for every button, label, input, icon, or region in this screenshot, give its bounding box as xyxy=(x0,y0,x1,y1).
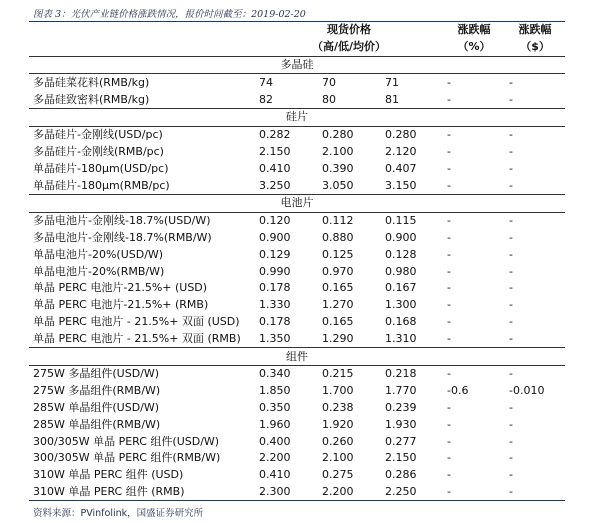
low-price-cell: 0.880 xyxy=(322,230,354,244)
table-row xyxy=(29,467,565,484)
high-price-cell: 0.990 xyxy=(259,264,291,278)
avg-price-cell: 71 xyxy=(385,75,399,89)
section-title: 组件 xyxy=(29,348,565,366)
change-abs-cell: - xyxy=(509,331,514,345)
high-price-cell: 0.120 xyxy=(259,214,291,228)
avg-price-cell: 0.115 xyxy=(385,214,417,228)
high-price-cell: 1.850 xyxy=(259,384,291,398)
product-name-cell: 310W 单晶 PERC 组件 (USD) xyxy=(33,468,184,482)
avg-price-cell: 3.150 xyxy=(385,178,417,192)
low-price-cell: 0.125 xyxy=(322,247,354,261)
product-name-cell: 单晶电池片-20%(USD/W) xyxy=(33,247,164,261)
table-row xyxy=(29,263,565,280)
table-row xyxy=(29,433,565,450)
product-name-cell: 300/305W 单晶 PERC 组件(RMB/W) xyxy=(33,451,221,465)
change-abs-cell: - xyxy=(509,451,514,465)
change-abs-cell: - xyxy=(509,144,514,158)
table-row xyxy=(29,91,565,108)
change-pct-cell: - xyxy=(447,75,452,89)
low-price-cell: 0.215 xyxy=(322,367,354,381)
product-name-cell: 单晶硅片-180μm(RMB/pc) xyxy=(33,178,170,192)
avg-price-cell: 2.250 xyxy=(381,484,443,501)
table-row xyxy=(29,246,565,263)
low-price-cell: 70 xyxy=(322,75,336,89)
change-abs-cell: - xyxy=(509,247,514,261)
avg-price-cell: 0.900 xyxy=(385,230,417,244)
low-price-cell: 80 xyxy=(322,92,336,106)
header-price-group: 现货价格 xyxy=(255,22,443,39)
section-row xyxy=(29,56,565,74)
avg-price-cell: 2.120 xyxy=(385,144,417,158)
high-price-cell: 2.200 xyxy=(259,451,291,465)
high-price-cell: 0.129 xyxy=(259,247,291,261)
product-name-cell: 单晶电池片-20%(RMB/W) xyxy=(33,264,165,278)
change-abs-cell: - xyxy=(509,281,514,295)
high-price-cell: 0.282 xyxy=(259,128,291,142)
change-abs-cell: - xyxy=(509,128,514,142)
avg-price-cell: 0.167 xyxy=(385,281,417,295)
high-price-cell: 0.900 xyxy=(259,230,291,244)
table-row xyxy=(29,330,565,347)
high-price-cell: 0.410 xyxy=(259,161,291,175)
table-row xyxy=(29,484,565,501)
product-name-cell: 多晶硅致密料(RMB/kg) xyxy=(33,92,150,106)
product-name-cell: 多晶硅片-金刚线(USD/pc) xyxy=(33,128,163,142)
avg-price-cell: 0.407 xyxy=(385,161,417,175)
high-price-cell: 0.410 xyxy=(259,468,291,482)
high-price-cell: 82 xyxy=(259,92,273,106)
table-row xyxy=(29,144,565,161)
avg-price-cell: 1.770 xyxy=(385,384,417,398)
table-row xyxy=(29,126,565,143)
change-pct-cell: - xyxy=(447,367,452,381)
section-row xyxy=(29,348,565,366)
table-row xyxy=(29,230,565,247)
change-pct-cell: - xyxy=(447,468,452,482)
change-abs-cell: - xyxy=(509,298,514,312)
change-abs-cell: - xyxy=(509,214,514,228)
product-name-cell: 多晶电池片-金刚线-18.7%(USD/W) xyxy=(33,214,211,228)
change-pct-cell: - xyxy=(443,484,505,501)
avg-price-cell: 0.277 xyxy=(385,434,417,448)
source-note: 资料来源：PVinfolink，国盛证券研究所 xyxy=(33,508,204,519)
high-price-cell: 0.350 xyxy=(259,400,291,414)
low-price-cell: 0.970 xyxy=(322,264,354,278)
header-subrow xyxy=(29,39,565,56)
header-abs-unit: （$） xyxy=(505,39,565,56)
avg-price-cell: 0.168 xyxy=(385,314,417,328)
product-name-cell: 单晶硅片-180μm(USD/pc) xyxy=(33,161,169,175)
low-price-cell: 2.100 xyxy=(322,451,354,465)
product-name-cell: 单晶 PERC 电池片-21.5%+ (USD) xyxy=(33,281,208,295)
high-price-cell: 1.330 xyxy=(259,298,291,312)
low-price-cell: 0.165 xyxy=(322,314,354,328)
change-abs-cell: - xyxy=(509,400,514,414)
header-row xyxy=(29,22,565,39)
low-price-cell: 2.100 xyxy=(322,144,354,158)
table-row xyxy=(29,160,565,177)
product-name-cell: 310W 单晶 PERC 组件 (RMB) xyxy=(29,484,255,501)
table-row xyxy=(29,280,565,297)
high-price-cell: 1.960 xyxy=(259,417,291,431)
change-pct-cell: - xyxy=(447,128,452,142)
change-abs-cell: - xyxy=(509,314,514,328)
avg-price-cell: 1.930 xyxy=(385,417,417,431)
product-name-cell: 285W 单晶组件(RMB/W) xyxy=(33,417,161,431)
table-row xyxy=(29,212,565,229)
change-pct-cell: - xyxy=(447,400,452,414)
low-price-cell: 1.920 xyxy=(322,417,354,431)
change-abs-cell: - xyxy=(509,417,514,431)
low-price-cell: 0.390 xyxy=(322,161,354,175)
high-price-cell: 0.178 xyxy=(259,281,291,295)
avg-price-cell: 0.128 xyxy=(385,247,417,261)
low-price-cell: 2.200 xyxy=(318,484,381,501)
table-row xyxy=(29,177,565,194)
change-abs-cell: - xyxy=(509,178,514,192)
low-price-cell: 1.700 xyxy=(322,384,354,398)
product-name-cell: 多晶硅菜花料(RMB/kg) xyxy=(33,75,150,89)
avg-price-cell: 2.150 xyxy=(385,451,417,465)
change-pct-cell: - xyxy=(447,451,452,465)
product-name-cell: 275W 多晶组件(RMB/W) xyxy=(33,384,161,398)
change-abs-cell: - xyxy=(509,468,514,482)
high-price-cell: 0.178 xyxy=(259,314,291,328)
table-row xyxy=(29,314,565,331)
low-price-cell: 1.290 xyxy=(322,331,354,345)
header-change-pct: 涨跌幅 xyxy=(443,22,505,39)
table-row xyxy=(29,416,565,433)
header-change-abs: 涨跌幅 xyxy=(505,22,565,39)
high-price-cell: 0.340 xyxy=(259,367,291,381)
section-title: 硅片 xyxy=(29,108,565,126)
high-price-cell: 74 xyxy=(259,75,273,89)
section-title: 多晶硅 xyxy=(29,56,565,74)
table-row xyxy=(29,450,565,467)
table-row xyxy=(29,383,565,400)
section-row xyxy=(29,194,565,212)
avg-price-cell: 0.280 xyxy=(385,128,417,142)
change-pct-cell: - xyxy=(447,144,452,158)
change-abs-cell: - xyxy=(509,92,514,106)
header-blank xyxy=(29,22,255,39)
product-name-cell: 多晶电池片-金刚线-18.7%(RMB/W) xyxy=(33,230,212,244)
change-pct-cell: - xyxy=(447,417,452,431)
price-table xyxy=(29,21,565,501)
change-pct-cell: - xyxy=(447,230,452,244)
low-price-cell: 1.270 xyxy=(322,298,354,312)
price-table-body xyxy=(29,22,565,501)
low-price-cell: 0.112 xyxy=(322,214,354,228)
high-price-cell: 2.150 xyxy=(259,144,291,158)
avg-price-cell: 1.310 xyxy=(385,331,417,345)
change-pct-cell: - xyxy=(447,298,452,312)
high-price-cell: 2.300 xyxy=(255,484,318,501)
change-abs-cell: - xyxy=(505,484,565,501)
change-pct-cell: - xyxy=(447,434,452,448)
change-abs-cell: - xyxy=(509,230,514,244)
high-price-cell: 0.400 xyxy=(259,434,291,448)
table-row xyxy=(29,365,565,382)
change-abs-cell: - xyxy=(509,161,514,175)
header-blank-2 xyxy=(29,39,255,56)
section-row xyxy=(29,108,565,126)
table-row xyxy=(29,400,565,417)
change-pct-cell: -0.6 xyxy=(447,384,469,398)
change-pct-cell: - xyxy=(447,331,452,345)
low-price-cell: 0.165 xyxy=(322,281,354,295)
low-price-cell: 0.238 xyxy=(322,400,354,414)
table-caption: 图表 3：光伏产业链价格涨跌情况，报价时间截至：2019-02-20 xyxy=(33,9,306,20)
change-abs-cell: -0.010 xyxy=(509,384,545,398)
change-pct-cell: - xyxy=(447,264,452,278)
table-row xyxy=(29,74,565,91)
table-row xyxy=(29,297,565,314)
change-pct-cell: - xyxy=(447,214,452,228)
header-price-sub: （高/低/均价） xyxy=(255,39,443,56)
avg-price-cell: 81 xyxy=(385,92,399,106)
change-pct-cell: - xyxy=(447,314,452,328)
change-abs-cell: - xyxy=(509,75,514,89)
product-name-cell: 285W 单晶组件(USD/W) xyxy=(33,400,160,414)
product-name-cell: 多晶硅片-金刚线(RMB/pc) xyxy=(33,144,164,158)
change-pct-cell: - xyxy=(447,281,452,295)
avg-price-cell: 0.218 xyxy=(385,367,417,381)
change-pct-cell: - xyxy=(447,247,452,261)
low-price-cell: 0.275 xyxy=(322,468,354,482)
product-name-cell: 300/305W 单晶 PERC 组件(USD/W) xyxy=(33,434,220,448)
change-pct-cell: - xyxy=(447,178,452,192)
product-name-cell: 单晶 PERC 电池片 - 21.5%+ 双面 (RMB) xyxy=(33,331,241,345)
low-price-cell: 0.260 xyxy=(322,434,354,448)
low-price-cell: 3.050 xyxy=(322,178,354,192)
product-name-cell: 单晶 PERC 电池片-21.5%+ (RMB) xyxy=(33,298,209,312)
change-abs-cell: - xyxy=(509,367,514,381)
change-pct-cell: - xyxy=(447,161,452,175)
change-pct-cell: - xyxy=(447,92,452,106)
high-price-cell: 3.250 xyxy=(259,178,291,192)
product-name-cell: 单晶 PERC 电池片 - 21.5%+ 双面 (USD) xyxy=(33,314,240,328)
product-name-cell: 275W 多晶组件(USD/W) xyxy=(33,367,160,381)
avg-price-cell: 0.239 xyxy=(385,400,417,414)
avg-price-cell: 1.300 xyxy=(385,298,417,312)
header-pct-unit: （%） xyxy=(443,39,505,56)
avg-price-cell: 0.980 xyxy=(385,264,417,278)
high-price-cell: 1.350 xyxy=(259,331,291,345)
change-abs-cell: - xyxy=(509,434,514,448)
avg-price-cell: 0.286 xyxy=(385,468,417,482)
section-title: 电池片 xyxy=(29,194,565,212)
low-price-cell: 0.280 xyxy=(322,128,354,142)
change-abs-cell: - xyxy=(509,264,514,278)
